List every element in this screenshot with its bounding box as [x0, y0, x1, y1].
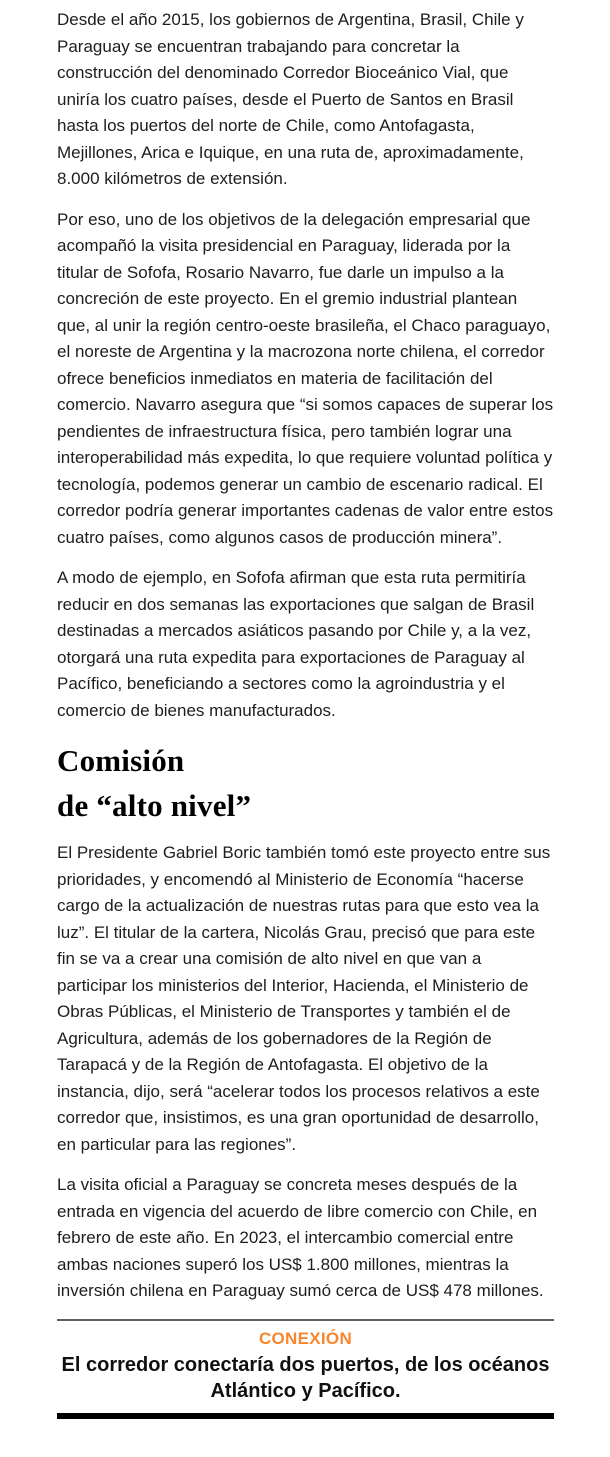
article-paragraph: El Presidente Gabriel Boric también tomó este proyecto entre sus prioridades, y encomendó al Ministerio de Economía “hacerse cargo de la actualización de nuestras rutas para que esto vea la luz”. El titular de la cartera, Nicolás Grau, precisó que para este fin se va a crear una comisión de alto nivel en que van a participar los ministerios del Interior, Hacienda, el Ministerio de Obras Públicas, el Ministerio de Transportes y también el de Agricultura, además de los gobernadores de la Región de Tarapacá y de la Región de Antofagasta. El objetivo de la instancia, dijo, será “acelerar todos los procesos relativos a este corredor que, insistimos, es una gran oportunidad de desarrollo, en particular para las regiones”.: [57, 843, 551, 1154]
connection-label: CONEXIÓN: [258, 1328, 353, 1348]
article-paragraph: La visita oficial a Paraguay se concreta meses después de la entrada en vigencia del acuerdo de libre comercio con Chile, en febrero de este año. En 2023, el intercambio comercial entre ambas naciones superó los US$ 1.800 millones, mientras la inversión chilena en Paraguay sumó cerca de US$ 478 millones.: [57, 1175, 544, 1300]
connection-divider-top: [57, 1319, 554, 1321]
section-heading-line2: de “alto nivel”: [57, 788, 252, 823]
article-paragraph: A modo de ejemplo, en Sofofa afirman que esta ruta permitiría reducir en dos semanas las exportaciones que salgan de Brasil destinadas a mercados asiáticos pasando por Chile y, a la vez, otorgará una ruta expedita para exportaciones de Paraguay al Pacífico, beneficiando a sectores como la agroindustria y el comercio de bienes manufacturados.: [57, 568, 535, 720]
section-heading-line1: Comisión: [57, 743, 185, 778]
article-paragraph: Desde el año 2015, los gobiernos de Argentina, Brasil, Chile y Paraguay se encuentran trabajando para concretar la construcción del denominado Corredor Bioceánico Vial, que uniría los cuatro países, desde el Puerto de Santos en Brasil hasta los puertos del norte de Chile, como Antofagasta, Mejillones, Arica e Iquique, en una ruta de, aproximadamente, 8.000 kilómetros de extensión.: [57, 10, 524, 188]
section-heading: [57, 738, 554, 828]
connection-box: [57, 1319, 554, 1419]
connection-caption: El corredor conectaría dos puertos, de los océanos Atlántico y Pacífico.: [61, 1353, 550, 1402]
article-paragraph: Por eso, uno de los objetivos de la delegación empresarial que acompañó la visita presidencial en Paraguay, liderada por la titular de Sofofa, Rosario Navarro, fue darle un impulso a la concreción de este proyecto. En el gremio industrial plantean que, al unir la región centro-oeste brasileña, el Chaco paraguayo, el noreste de Argentina y la macrozona norte chilena, el corredor ofrece beneficios inmediatos en materia de facilitación del comercio. Navarro asegura que “si somos capaces de superar los pendientes de infraestructura física, pero también lograr una interoperabilidad más expedita, lo que requiere voluntad política y tecnología, podemos generar un cambio de escenario radical. El corredor podría generar importantes cadenas de valor entre estos cuatro países, como algunos casos de producción minera”.: [57, 209, 554, 547]
connection-divider-bottom: [57, 1413, 554, 1419]
